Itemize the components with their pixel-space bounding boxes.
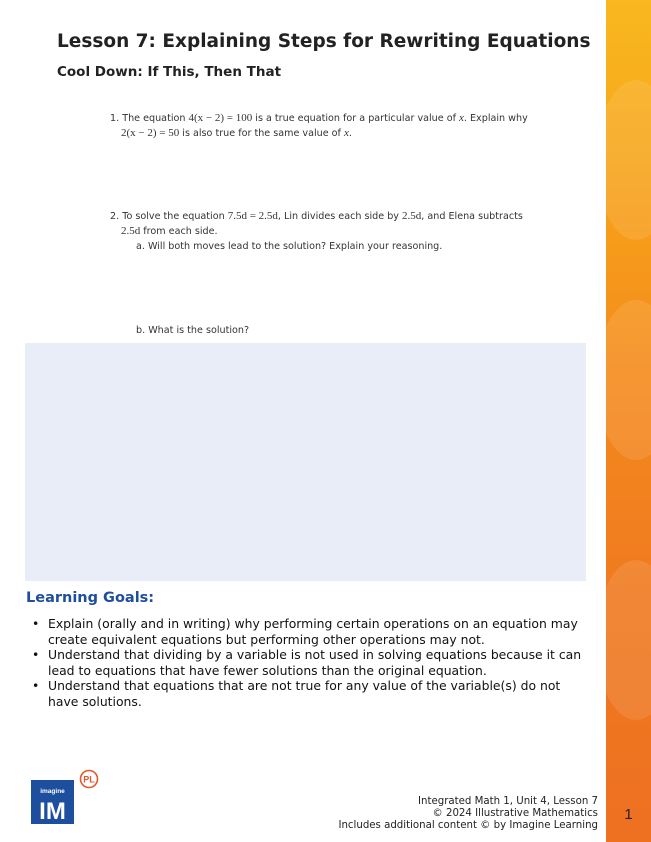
problem-text: The equation bbox=[122, 113, 189, 124]
math-expression: 2.5d bbox=[121, 225, 141, 237]
problem-text: . bbox=[348, 128, 352, 139]
math-expression: 4(x − 2) = 100 bbox=[188, 112, 253, 124]
problem-2-part-a: a. Will both moves lead to the solution? Explain your reasoning. bbox=[136, 241, 443, 252]
problem-text: . Explain why bbox=[463, 113, 528, 124]
problem-text: , Lin divides each side by bbox=[277, 211, 403, 222]
decorative-wave bbox=[606, 560, 651, 720]
answer-area[interactable] bbox=[25, 343, 586, 581]
problem-text: is a true equation for a particular value of bbox=[252, 113, 459, 124]
lesson-title: Lesson 7: Explaining Steps for Rewriting Equations bbox=[57, 31, 591, 52]
problem-number: 1. bbox=[110, 113, 120, 124]
page-footer bbox=[338, 796, 598, 831]
problem-number: 2. bbox=[110, 211, 120, 222]
learning-goal-item: • Understand that equations that are not true for any value of the variable(s) do not have solutions. bbox=[30, 678, 590, 709]
pl-badge-text: PL bbox=[83, 774, 95, 785]
imagine-im-logo bbox=[31, 768, 111, 826]
problem-text: To solve the equation bbox=[122, 211, 228, 222]
orange-side-band bbox=[606, 0, 651, 842]
page-number: 1 bbox=[624, 806, 633, 823]
math-expression: 2.5d bbox=[402, 210, 422, 222]
problem-text: is also true for the same value of bbox=[179, 128, 344, 139]
decorative-wave bbox=[606, 300, 651, 460]
math-variable: x bbox=[459, 112, 464, 124]
logo-big-text: IM bbox=[39, 798, 66, 825]
learning-goals-list bbox=[30, 616, 590, 709]
math-variable: x bbox=[343, 127, 349, 139]
learning-goal-item: • Explain (orally and in writing) why performing certain operations on an equation may create equivalent equations but performing other operations may not. bbox=[30, 616, 590, 647]
footer-course: Integrated Math 1, Unit 4, Lesson 7 bbox=[418, 796, 598, 807]
decorative-wave bbox=[606, 80, 651, 240]
problem-2-part-b: b. What is the solution? bbox=[136, 325, 250, 336]
problem-2 bbox=[110, 209, 550, 239]
math-expression: 7.5d = 2.5d bbox=[227, 210, 278, 222]
learning-goal-item: • Understand that dividing by a variable is not used in solving equations because it can lead to equations that have fewer solutions than the original equation. bbox=[30, 647, 590, 678]
problem-text: from each side. bbox=[140, 226, 218, 237]
footer-additional-content: Includes additional content © by Imagine Learning bbox=[338, 819, 598, 831]
problem-text: , and Elena subtracts bbox=[421, 211, 523, 222]
problem-1 bbox=[110, 111, 550, 141]
cool-down-subtitle: Cool Down: If This, Then That bbox=[57, 64, 282, 80]
math-expression: 2(x − 2) = 50 bbox=[121, 127, 180, 139]
logo-small-text: imagine bbox=[40, 788, 65, 795]
footer-copyright: © 2024 Illustrative Mathematics bbox=[432, 807, 598, 819]
learning-goals-heading: Learning Goals: bbox=[26, 590, 155, 606]
